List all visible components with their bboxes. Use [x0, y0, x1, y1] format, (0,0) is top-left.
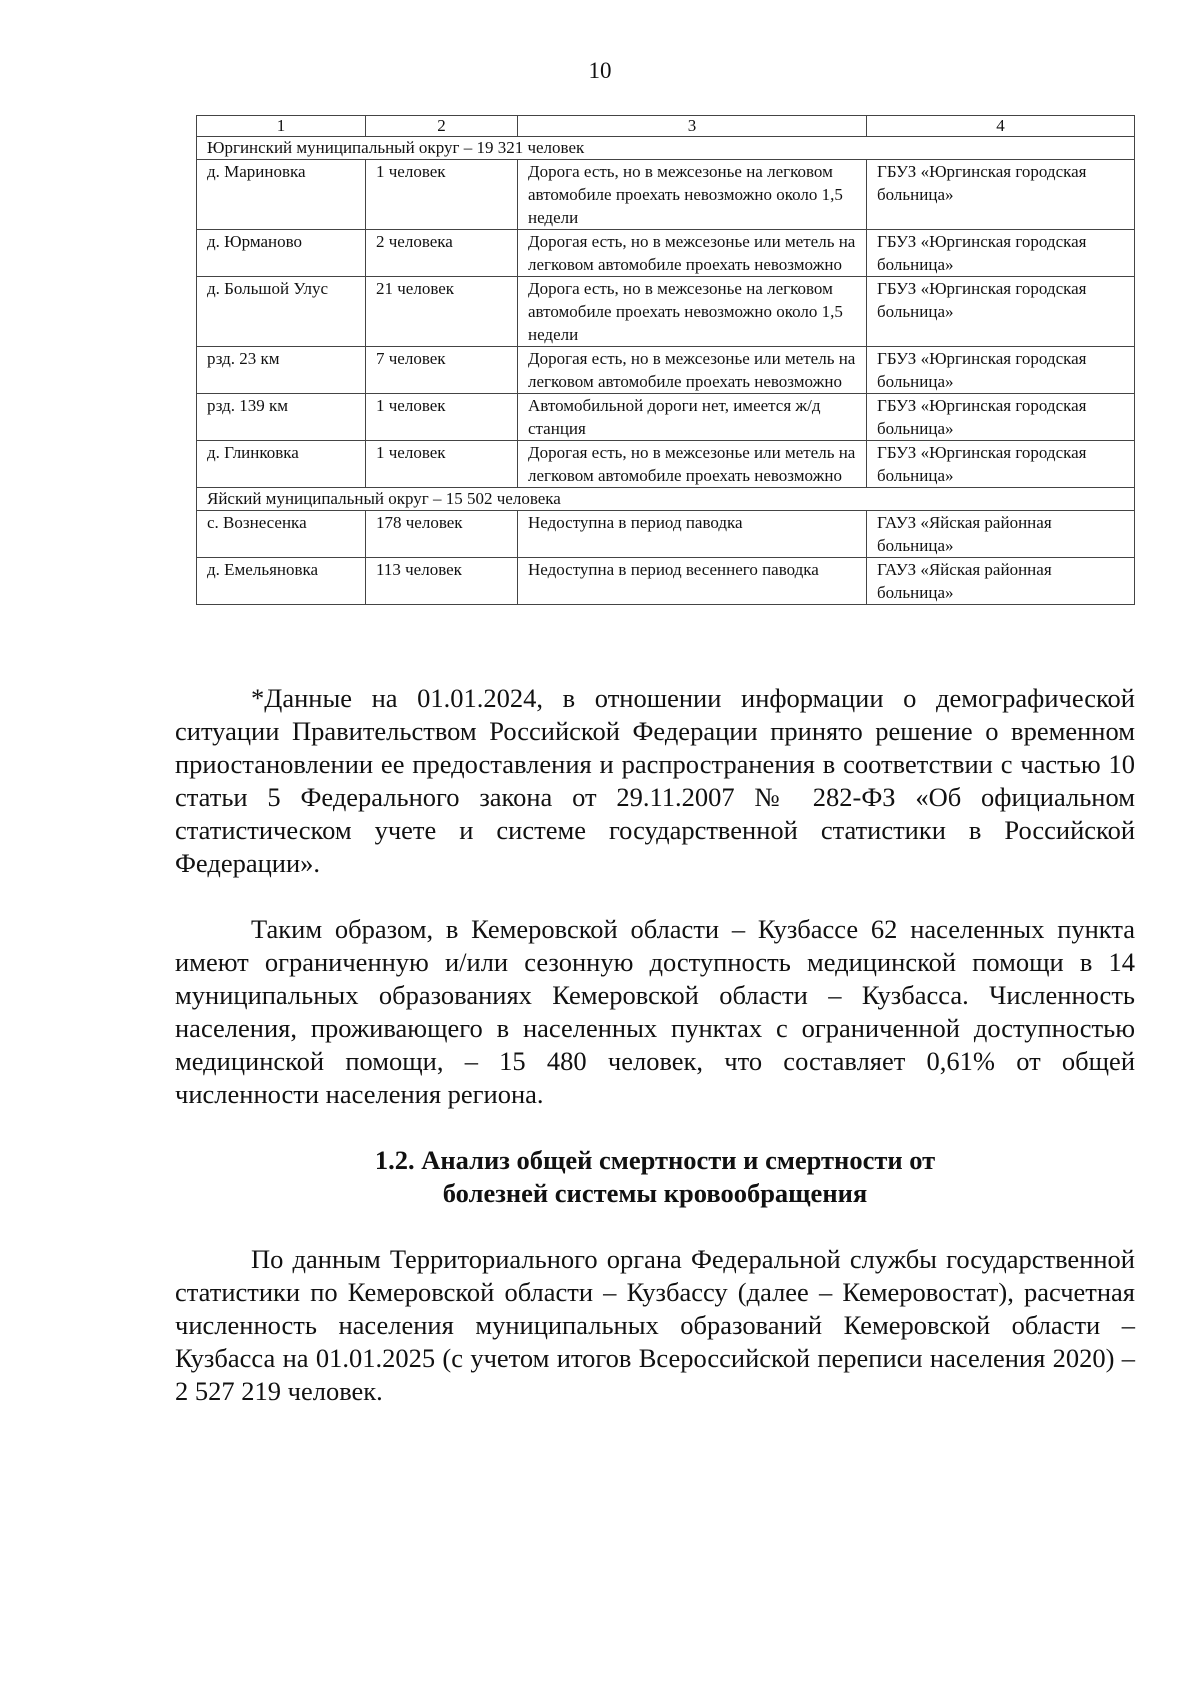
document-body [175, 682, 1135, 1408]
table-row [197, 277, 1135, 347]
hospital-cell: ГБУЗ «Юргинская городская больница» [867, 441, 1135, 488]
column-header: 3 [518, 116, 867, 137]
column-header: 1 [197, 116, 366, 137]
access-cell: Дорога есть, но в межсезонье на легковом автомобиле проехать невозможно около 1,5 недели [518, 277, 867, 347]
access-cell: Дорогая есть, но в межсезонье или метель на легковом автомобиле проехать невозможно [518, 441, 867, 488]
population-cell: 21 человек [366, 277, 518, 347]
table-header-row [197, 116, 1135, 137]
region-row [197, 137, 1135, 160]
access-cell: Недоступна в период паводка [518, 511, 867, 558]
place-cell: д. Юрманово [197, 230, 366, 277]
place-cell: с. Вознесенка [197, 511, 366, 558]
population-cell: 113 человек [366, 558, 518, 605]
summary-paragraph: Таким образом, в Кемеровской области – Кузбассе 62 населенных пункта имеют ограниченную и/или сезонную доступность медицинской помощи в 14 муниципальных образованиях Кемеровской области – Кузбасса. Численность населения, проживающего в населенных пунктах с ограниченной доступностью медицинской помощи, – 15 480 человек, что составляет 0,61% от общей численности населения региона. [175, 914, 1135, 1109]
population-cell: 1 человек [366, 160, 518, 230]
page-number: 10 [588, 58, 612, 83]
access-cell: Дорогая есть, но в межсезонье или метель на легковом автомобиле проехать невозможно [518, 347, 867, 394]
place-cell: д. Большой Улус [197, 277, 366, 347]
footnote-paragraph: *Данные на 01.01.2024, в отношении информации о демографической ситуации Правительством Российской Федерации принято решение о временном приостановлении ее предоставления и распространения в соответствии с частью 10 статьи 5 Федерального закона от 29.11.2007 № 282-ФЗ «Об официальном статистическом учете и системе государственной статистики в Российской Федерации». [175, 683, 1135, 878]
table-row [197, 558, 1135, 605]
place-cell: рзд. 23 км [197, 347, 366, 394]
hospital-cell: ГАУЗ «Яйская районная больница» [867, 558, 1135, 605]
place-cell: д. Глинковка [197, 441, 366, 488]
section-heading [175, 1144, 1135, 1210]
place-cell: рзд. 139 км [197, 394, 366, 441]
column-header: 4 [867, 116, 1135, 137]
table-row [197, 160, 1135, 230]
table-row [197, 394, 1135, 441]
table-row [197, 347, 1135, 394]
section-paragraph: По данным Территориального органа Федеральной службы государственной статистики по Кемеровской области – Кузбассу (далее – Кемеровостат), расчетная численность населения муниципальных образований Кемеровской области – Кузбасса на 01.01.2025 (с учетом итогов Всероссийской переписи населения 2020) – 2 527 219 человек. [175, 1244, 1135, 1406]
access-cell: Недоступна в период весеннего паводка [518, 558, 867, 605]
hospital-cell: ГБУЗ «Юргинская городская больница» [867, 347, 1135, 394]
hospital-cell: ГБУЗ «Юргинская городская больница» [867, 394, 1135, 441]
hospital-cell: ГБУЗ «Юргинская городская больница» [867, 160, 1135, 230]
population-cell: 7 человек [366, 347, 518, 394]
population-cell: 178 человек [366, 511, 518, 558]
table-row [197, 441, 1135, 488]
column-header: 2 [366, 116, 518, 137]
hospital-cell: ГБУЗ «Юргинская городская больница» [867, 230, 1135, 277]
section-heading-line-2: болезней системы кровообращения [442, 1178, 868, 1208]
region-title: Яйский муниципальный округ – 15 502 человека [197, 488, 1135, 511]
place-cell: д. Мариновка [197, 160, 366, 230]
region-title: Юргинский муниципальный округ – 19 321 человек [197, 137, 1135, 160]
hospital-cell: ГАУЗ «Яйская районная больница» [867, 511, 1135, 558]
population-cell: 1 человек [366, 394, 518, 441]
table-row [197, 511, 1135, 558]
place-cell: д. Емельяновка [197, 558, 366, 605]
access-cell: Автомобильной дороги нет, имеется ж/д станция [518, 394, 867, 441]
population-cell: 1 человек [366, 441, 518, 488]
settlements-table [196, 115, 1135, 605]
access-cell: Дорогая есть, но в межсезонье или метель на легковом автомобиле проехать невозможно [518, 230, 867, 277]
region-row [197, 488, 1135, 511]
access-cell: Дорога есть, но в межсезонье на легковом автомобиле проехать невозможно около 1,5 недели [518, 160, 867, 230]
population-cell: 2 человека [366, 230, 518, 277]
hospital-cell: ГБУЗ «Юргинская городская больница» [867, 277, 1135, 347]
section-heading-line-1: 1.2. Анализ общей смертности и смертности от [374, 1145, 936, 1175]
table-row [197, 230, 1135, 277]
